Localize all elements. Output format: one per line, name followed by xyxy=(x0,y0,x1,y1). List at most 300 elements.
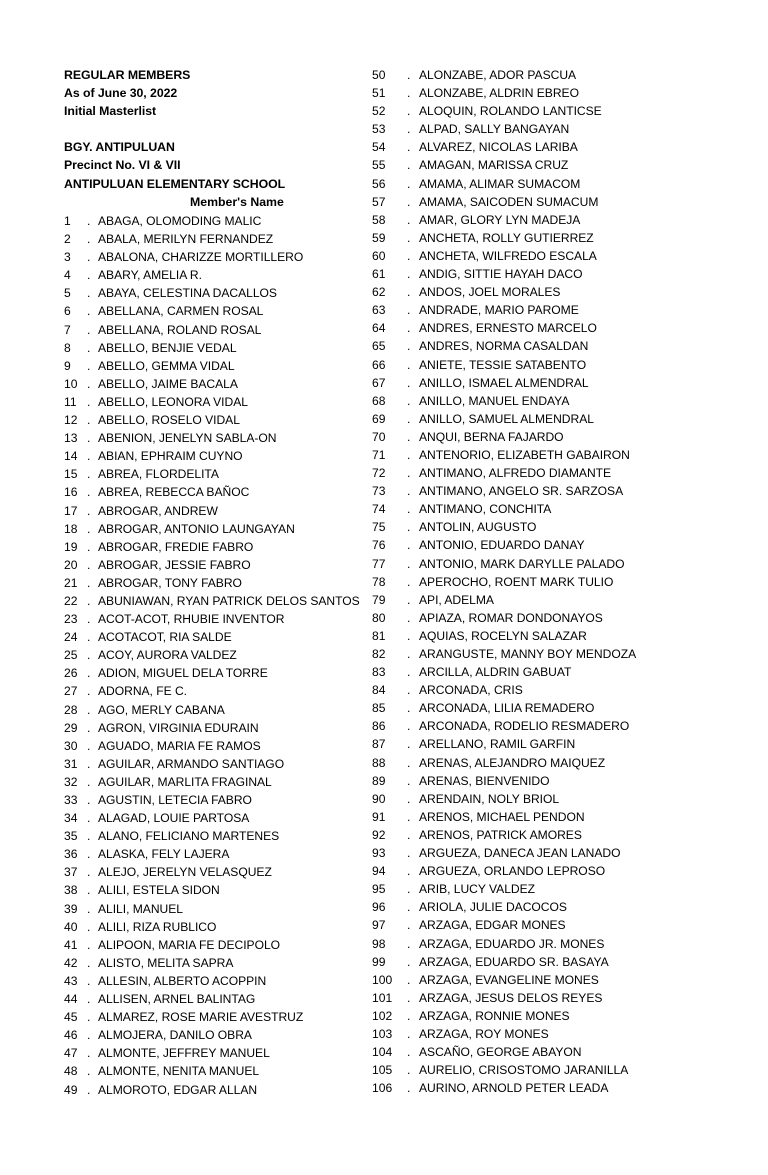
member-number: 7 xyxy=(64,322,71,337)
member-separator-dot: . xyxy=(407,918,411,933)
member-separator-dot: . xyxy=(87,919,91,934)
member-name: ACOY, AURORA VALDEZ xyxy=(98,648,237,663)
member-number: 25 xyxy=(64,648,78,663)
header-as-of-date: As of June 30, 2022 xyxy=(64,86,178,101)
member-separator-dot: . xyxy=(87,955,91,970)
member-number: 81 xyxy=(372,628,386,643)
member-separator-dot: . xyxy=(407,936,411,951)
member-number: 103 xyxy=(372,1026,393,1041)
member-row xyxy=(64,465,374,483)
member-number: 82 xyxy=(372,647,386,661)
member-row xyxy=(64,682,374,700)
member-row xyxy=(64,719,374,737)
member-row xyxy=(372,735,702,753)
member-number: 90 xyxy=(372,791,386,806)
member-row xyxy=(64,881,374,899)
member-name: ARELLANO, RAMIL GARFIN xyxy=(419,737,576,752)
member-row xyxy=(64,248,374,266)
member-name: AGUSTIN, LETECIA FABRO xyxy=(98,793,252,807)
member-number: 54 xyxy=(372,140,386,155)
member-number: 83 xyxy=(372,665,386,680)
member-row xyxy=(372,898,702,916)
member-name: ANILLO, MANUEL ENDAYA xyxy=(419,393,570,408)
header-title: REGULAR MEMBERS xyxy=(64,68,191,82)
member-name: ALMONTE, NENITA MANUEL xyxy=(98,1064,260,1079)
member-number: 3 xyxy=(64,250,71,265)
member-separator-dot: . xyxy=(407,86,411,101)
member-row xyxy=(372,573,702,591)
member-separator-dot: . xyxy=(87,648,91,663)
member-row xyxy=(372,627,702,645)
member-number: 45 xyxy=(64,1010,78,1025)
member-number: 105 xyxy=(372,1063,393,1078)
member-name: ABAYA, CELESTINA DACALLOS xyxy=(98,286,277,301)
member-separator-dot: . xyxy=(87,232,91,247)
member-row xyxy=(372,591,702,609)
member-separator-dot: . xyxy=(87,793,91,807)
member-row xyxy=(64,646,374,664)
member-name: AMAGAN, MARISSA CRUZ xyxy=(419,158,569,173)
member-name: ALMOJERA, DANILO OBRA xyxy=(98,1028,252,1043)
member-row xyxy=(64,266,374,284)
member-name: ARZAGA, EVANGELINE MONES xyxy=(419,972,599,987)
member-number: 102 xyxy=(372,1008,393,1023)
member-separator-dot: . xyxy=(407,719,411,734)
member-name: ABELLO, ROSELO VIDAL xyxy=(98,413,240,428)
member-separator-dot: . xyxy=(407,701,411,716)
member-separator-dot: . xyxy=(87,720,91,735)
member-row xyxy=(64,845,374,863)
header-masterlist-label: Initial Masterlist xyxy=(64,104,157,119)
member-name: ALMAREZ, ROSE MARIE AVESTRUZ xyxy=(98,1010,304,1025)
member-name: AURELIO, CRISOSTOMO JARANILLA xyxy=(419,1063,629,1078)
member-separator-dot: . xyxy=(407,520,411,535)
member-row xyxy=(372,283,702,301)
member-number: 96 xyxy=(372,900,386,915)
member-row xyxy=(64,918,374,936)
member-separator-dot: . xyxy=(407,665,411,680)
member-name: AMAMA, SAICODEN SUMACUM xyxy=(419,194,599,209)
member-separator-dot: . xyxy=(87,376,91,391)
member-separator-dot: . xyxy=(87,485,91,500)
member-separator-dot: . xyxy=(87,630,91,645)
member-name: ABIAN, EPHRAIM CUYNO xyxy=(98,449,243,464)
member-name: ANTONIO, MARK DARYLLE PALADO xyxy=(419,556,625,571)
member-number: 91 xyxy=(372,809,386,824)
member-name: ALMONTE, JEFFREY MANUEL xyxy=(98,1046,270,1061)
member-name: ARZAGA, JESUS DELOS REYES xyxy=(419,990,603,1005)
member-row xyxy=(372,500,702,518)
member-separator-dot: . xyxy=(87,268,91,283)
member-number: 57 xyxy=(372,194,386,209)
member-row xyxy=(64,538,374,556)
member-separator-dot: . xyxy=(87,521,91,536)
member-row xyxy=(64,574,374,592)
member-name: ALONZABE, ADOR PASCUA xyxy=(419,68,577,82)
member-row xyxy=(372,536,702,554)
member-row xyxy=(64,1008,374,1026)
member-separator-dot: . xyxy=(87,1010,91,1025)
member-row xyxy=(372,319,702,337)
member-name: ARGUEZA, ORLANDO LEPROSO xyxy=(419,864,606,879)
member-name: ABELLO, JAIME BACALA xyxy=(98,376,238,391)
member-separator-dot: . xyxy=(87,575,91,590)
member-number: 41 xyxy=(64,937,78,952)
member-name: ALAGAD, LOUIE PARTOSA xyxy=(98,811,250,826)
member-name: APIAZA, ROMAR DONDONAYOS xyxy=(419,610,603,625)
member-separator-dot: . xyxy=(87,467,91,482)
member-separator-dot: . xyxy=(87,973,91,988)
member-name: ABREA, FLORDELITA xyxy=(98,467,219,482)
member-separator-dot: . xyxy=(407,339,411,354)
member-name: ABUNIAWAN, RYAN PATRICK DELOS SANTOS xyxy=(98,593,360,608)
member-number: 44 xyxy=(64,992,78,1007)
member-name: ARCONADA, CRIS xyxy=(419,683,523,698)
member-name: ACOTACOT, RIA SALDE xyxy=(98,630,232,645)
member-name: ABROGAR, FREDIE FABRO xyxy=(98,539,254,554)
member-name: ABAGA, OLOMODING MALIC xyxy=(98,214,262,228)
member-row xyxy=(372,1079,702,1097)
member-name: ALOQUIN, ROLANDO LANTICSE xyxy=(419,104,602,119)
member-name: ANDIG, SITTIE HAYAH DACO xyxy=(419,267,583,282)
member-number: 47 xyxy=(64,1046,78,1061)
member-name: ARENAS, ALEJANDRO MAIQUEZ xyxy=(419,755,606,770)
member-row xyxy=(372,84,702,102)
member-separator-dot: . xyxy=(87,1046,91,1061)
member-separator-dot: . xyxy=(407,68,411,82)
member-name: ARZAGA, EDGAR MONES xyxy=(419,918,566,933)
member-row xyxy=(64,212,374,230)
member-separator-dot: . xyxy=(407,158,411,173)
member-row xyxy=(64,972,374,990)
member-row xyxy=(64,791,374,809)
member-separator-dot: . xyxy=(87,340,91,355)
member-separator-dot: . xyxy=(407,194,411,209)
member-separator-dot: . xyxy=(407,972,411,987)
member-separator-dot: . xyxy=(407,556,411,571)
member-separator-dot: . xyxy=(87,666,91,681)
member-number: 13 xyxy=(64,431,78,446)
member-row xyxy=(64,556,374,574)
member-separator-dot: . xyxy=(87,883,91,898)
member-number: 53 xyxy=(372,122,386,137)
member-name: AMAR, GLORY LYN MADEJA xyxy=(419,212,581,227)
member-row xyxy=(372,681,702,699)
member-number: 66 xyxy=(372,357,386,372)
member-row xyxy=(64,701,374,719)
member-name: ABENION, JENELYN SABLA-ON xyxy=(98,431,277,446)
member-name: AGUILAR, ARMANDO SANTIAGO xyxy=(98,756,285,771)
member-number: 56 xyxy=(372,176,386,191)
member-separator-dot: . xyxy=(407,827,411,842)
member-name: ARENAS, BIENVENIDO xyxy=(419,773,550,788)
member-name: ANCHETA, WILFREDO ESCALA xyxy=(419,248,597,263)
member-number: 98 xyxy=(372,936,386,951)
member-row xyxy=(64,230,374,248)
member-separator-dot: . xyxy=(407,267,411,282)
member-name: ANTENORIO, ELIZABETH GABAIRON xyxy=(419,447,630,462)
member-separator-dot: . xyxy=(407,230,411,245)
member-separator-dot: . xyxy=(87,738,91,753)
member-separator-dot: . xyxy=(87,1082,91,1097)
member-row xyxy=(372,428,702,446)
member-row xyxy=(372,446,702,464)
member-row xyxy=(372,555,702,573)
member-row xyxy=(372,193,702,211)
member-number: 48 xyxy=(64,1064,78,1079)
member-row xyxy=(64,809,374,827)
member-separator-dot: . xyxy=(407,447,411,462)
member-number: 31 xyxy=(64,756,78,771)
member-number: 93 xyxy=(372,846,386,861)
member-number: 1 xyxy=(64,214,71,228)
member-number: 33 xyxy=(64,793,78,807)
member-number: 70 xyxy=(372,429,386,444)
member-separator-dot: . xyxy=(407,411,411,426)
member-number: 28 xyxy=(64,702,78,717)
member-name: ALASKA, FELY LAJERA xyxy=(98,847,230,862)
member-separator-dot: . xyxy=(407,1063,411,1078)
member-separator-dot: . xyxy=(87,937,91,952)
member-name: ANCHETA, ROLLY GUTIERREZ xyxy=(419,230,594,245)
member-separator-dot: . xyxy=(407,104,411,119)
member-name: ALVAREZ, NICOLAS LARIBA xyxy=(419,140,578,155)
member-number: 73 xyxy=(372,484,386,499)
member-number: 35 xyxy=(64,829,78,844)
member-name: ANTIMANO, CONCHITA xyxy=(419,502,552,517)
member-number: 92 xyxy=(372,827,386,842)
member-number: 63 xyxy=(372,303,386,318)
member-separator-dot: . xyxy=(407,773,411,788)
member-number: 39 xyxy=(64,901,78,916)
member-separator-dot: . xyxy=(407,321,411,336)
member-name: ANDRADE, MARIO PAROME xyxy=(419,303,579,318)
member-separator-dot: . xyxy=(407,484,411,499)
member-separator-dot: . xyxy=(87,702,91,717)
member-number: 46 xyxy=(64,1028,78,1043)
member-name: AMAMA, ALIMAR SUMACOM xyxy=(419,176,581,191)
member-name: AURINO, ARNOLD PETER LEADA xyxy=(419,1081,609,1096)
document-header xyxy=(64,66,364,211)
member-number: 72 xyxy=(372,466,386,481)
member-separator-dot: . xyxy=(87,1028,91,1043)
member-row xyxy=(64,773,374,791)
member-row xyxy=(372,645,702,663)
member-number: 26 xyxy=(64,666,78,681)
member-name: ABELLANA, CARMEN ROSAL xyxy=(98,304,264,319)
member-name: ABROGAR, JESSIE FABRO xyxy=(98,557,251,572)
member-number: 27 xyxy=(64,684,78,699)
member-separator-dot: . xyxy=(407,1026,411,1041)
member-separator-dot: . xyxy=(407,248,411,263)
member-name: ABREA, REBECCA BAÑOC xyxy=(98,485,250,500)
member-number: 2 xyxy=(64,232,71,247)
member-separator-dot: . xyxy=(407,502,411,517)
member-number: 21 xyxy=(64,575,78,590)
member-separator-dot: . xyxy=(87,431,91,446)
member-name: ALIPOON, MARIA FE DECIPOLO xyxy=(98,937,281,952)
member-number: 67 xyxy=(372,375,386,390)
member-number: 8 xyxy=(64,340,71,355)
member-name: ABARY, AMELIA R. xyxy=(98,268,202,283)
member-name: APEROCHO, ROENT MARK TULIO xyxy=(419,574,614,589)
member-row xyxy=(372,301,702,319)
member-row xyxy=(64,610,374,628)
member-row xyxy=(372,138,702,156)
member-number: 5 xyxy=(64,286,71,301)
member-number: 34 xyxy=(64,811,78,826)
precinct-label: Precinct No. VI & VII xyxy=(64,158,181,173)
member-name: ANQUI, BERNA FAJARDO xyxy=(419,429,564,444)
member-row xyxy=(64,321,374,339)
member-name: ABALONA, CHARIZZE MORTILLERO xyxy=(98,250,304,265)
member-name: ARCILLA, ALDRIN GABUAT xyxy=(419,665,572,680)
member-row xyxy=(372,102,702,120)
member-row xyxy=(64,936,374,954)
member-separator-dot: . xyxy=(407,954,411,969)
member-row xyxy=(64,1062,374,1080)
member-row xyxy=(372,754,702,772)
member-name: ALANO, FELICIANO MARTENES xyxy=(98,829,280,844)
member-row xyxy=(64,483,374,501)
member-name: AGUILAR, MARLITA FRAGINAL xyxy=(98,774,272,789)
member-row xyxy=(372,374,702,392)
member-row xyxy=(372,1025,702,1043)
member-row xyxy=(64,447,374,465)
member-name: ANTIMANO, ALFREDO DIAMANTE xyxy=(419,466,612,481)
member-separator-dot: . xyxy=(87,774,91,789)
member-separator-dot: . xyxy=(87,811,91,826)
member-separator-dot: . xyxy=(407,647,411,661)
member-name: ARENOS, MICHAEL PENDON xyxy=(419,809,585,824)
member-name: ALPAD, SALLY BANGAYAN xyxy=(419,122,570,137)
member-name: ARIOLA, JULIE DACOCOS xyxy=(419,900,567,915)
member-row xyxy=(372,844,702,862)
member-list-right-column xyxy=(372,66,702,1097)
member-row xyxy=(372,916,702,934)
member-row xyxy=(372,392,702,410)
member-row xyxy=(64,954,374,972)
member-separator-dot: . xyxy=(407,122,411,137)
member-number: 17 xyxy=(64,503,78,518)
member-number: 18 xyxy=(64,521,78,536)
member-name: ARZAGA, EDUARDO SR. BASAYA xyxy=(419,954,609,969)
member-row xyxy=(372,1007,702,1025)
member-separator-dot: . xyxy=(407,1008,411,1023)
member-number: 24 xyxy=(64,630,78,645)
member-separator-dot: . xyxy=(87,865,91,880)
member-separator-dot: . xyxy=(87,214,91,228)
member-row xyxy=(372,953,702,971)
member-separator-dot: . xyxy=(87,503,91,518)
member-row xyxy=(372,247,702,265)
member-separator-dot: . xyxy=(407,393,411,408)
member-number: 58 xyxy=(372,212,386,227)
member-row xyxy=(64,592,374,610)
member-number: 11 xyxy=(64,394,77,409)
member-name: ANILLO, SAMUEL ALMENDRAL xyxy=(419,411,594,426)
member-name: AQUIAS, ROCELYN SALAZAR xyxy=(419,628,587,643)
member-number: 40 xyxy=(64,919,78,934)
member-name: ABROGAR, TONY FABRO xyxy=(98,575,242,590)
member-row xyxy=(372,1043,702,1061)
member-number: 23 xyxy=(64,612,78,627)
member-name: ANTONIO, EDUARDO DANAY xyxy=(419,538,585,553)
member-row xyxy=(372,971,702,989)
member-number: 55 xyxy=(372,158,386,173)
member-row xyxy=(64,755,374,773)
member-separator-dot: . xyxy=(87,612,91,627)
member-row xyxy=(372,663,702,681)
member-name: ASCAÑO, GEORGE ABAYON xyxy=(419,1045,582,1060)
member-separator-dot: . xyxy=(407,1081,411,1096)
member-name: ARGUEZA, DANECA JEAN LANADO xyxy=(419,846,621,861)
member-separator-dot: . xyxy=(407,285,411,300)
member-row xyxy=(372,464,702,482)
member-separator-dot: . xyxy=(87,557,91,572)
member-row xyxy=(372,862,702,880)
member-name: ALEJO, JERELYN VELASQUEZ xyxy=(98,865,272,880)
member-name: ABELLO, GEMMA VIDAL xyxy=(98,358,235,373)
member-list-left-column xyxy=(64,212,374,1099)
member-separator-dot: . xyxy=(87,449,91,464)
member-row xyxy=(372,826,702,844)
member-row xyxy=(372,808,702,826)
member-separator-dot: . xyxy=(407,140,411,155)
member-separator-dot: . xyxy=(87,684,91,699)
member-number: 14 xyxy=(64,449,78,464)
member-row xyxy=(372,717,702,735)
member-separator-dot: . xyxy=(407,610,411,625)
member-row xyxy=(372,518,702,536)
polling-place-label: ANTIPULUAN ELEMENTARY SCHOOL xyxy=(64,176,286,191)
member-row xyxy=(372,790,702,808)
member-separator-dot: . xyxy=(87,539,91,554)
member-row xyxy=(64,1026,374,1044)
member-separator-dot: . xyxy=(87,304,91,319)
member-row xyxy=(372,935,702,953)
member-number: 74 xyxy=(372,502,386,517)
member-separator-dot: . xyxy=(407,683,411,698)
member-number: 88 xyxy=(372,755,386,770)
member-name: ALILI, MANUEL xyxy=(98,901,183,916)
member-name: ARENOS, PATRICK AMORES xyxy=(419,827,582,842)
member-row xyxy=(64,1081,374,1099)
member-number: 32 xyxy=(64,774,78,789)
member-name: ALISTO, MELITA SAPRA xyxy=(98,955,234,970)
member-separator-dot: . xyxy=(407,864,411,879)
member-separator-dot: . xyxy=(407,357,411,372)
member-row xyxy=(64,520,374,538)
member-row xyxy=(372,175,702,193)
member-name: ARCONADA, RODELIO RESMADERO xyxy=(419,719,630,734)
member-row xyxy=(372,337,702,355)
member-number: 95 xyxy=(372,882,386,897)
member-name: AGUADO, MARIA FE RAMOS xyxy=(98,738,261,753)
member-number: 106 xyxy=(372,1081,393,1096)
member-row xyxy=(372,356,702,374)
member-separator-dot: . xyxy=(407,990,411,1005)
member-separator-dot: . xyxy=(407,791,411,806)
member-row xyxy=(64,990,374,1008)
member-row xyxy=(64,1044,374,1062)
member-name: ALILI, RIZA RUBLICO xyxy=(98,919,217,934)
member-number: 10 xyxy=(64,376,78,391)
member-separator-dot: . xyxy=(407,303,411,318)
member-separator-dot: . xyxy=(407,466,411,481)
member-name: ABELLO, BENJIE VEDAL xyxy=(98,340,237,355)
member-row xyxy=(64,357,374,375)
